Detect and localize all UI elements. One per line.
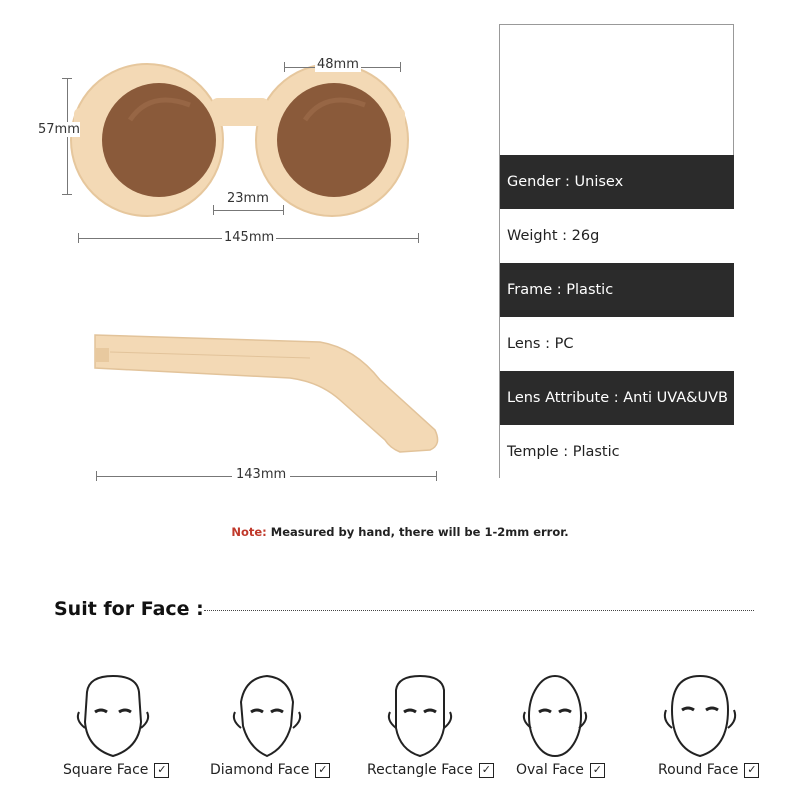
glasses-temple-image: [90, 330, 450, 460]
diamond-face-icon: [227, 672, 307, 760]
rectangle-face-icon: [380, 672, 460, 760]
frame-width-tick-left: [78, 233, 79, 243]
temple-length-tick-left: [96, 471, 97, 481]
spec-row-temple: Temple : Plastic: [500, 425, 734, 479]
face-label-round: [658, 762, 759, 778]
square-face-icon: [73, 672, 153, 760]
spec-row-lens-attribute: Lens Attribute : Anti UVA&UVB: [500, 371, 734, 425]
lens-width-tick-right: [400, 62, 401, 72]
lens-width-tick-left: [284, 62, 285, 72]
round-face-icon: [660, 672, 740, 760]
temple-length-label: 143mm: [232, 467, 290, 482]
lens-height-label: 57mm: [38, 122, 80, 137]
face-label-text: Square Face: [63, 762, 149, 778]
face-label-square: [63, 762, 169, 778]
spec-row-frame: Frame : Plastic: [500, 263, 734, 317]
note-label: Note:: [231, 525, 267, 539]
frame-width-tick-right: [418, 233, 419, 243]
note-text: Measured by hand, there will be 1-2mm error.: [266, 525, 569, 539]
spec-row-gender: Gender : Unisex: [500, 155, 734, 209]
spec-row-lens: Lens : PC: [500, 317, 734, 371]
checkbox-icon: ✓: [479, 763, 494, 778]
lens-height-tick-bottom: [62, 194, 72, 195]
face-label-rectangle: [367, 762, 494, 778]
measurement-note: [0, 525, 800, 539]
temple-length-tick-right: [436, 471, 437, 481]
lens-height-tick-top: [62, 78, 72, 79]
checkbox-icon: ✓: [590, 763, 605, 778]
dotted-divider: [204, 610, 754, 611]
oval-face-icon: [515, 672, 595, 760]
face-label-oval: [516, 762, 605, 778]
checkbox-icon: ✓: [315, 763, 330, 778]
face-label-text: Diamond Face: [210, 762, 310, 778]
face-label-text: Oval Face: [516, 762, 584, 778]
frame-width-label: 145mm: [224, 230, 275, 245]
face-label-text: Rectangle Face: [367, 762, 473, 778]
specs-panel: [499, 24, 734, 478]
glasses-front-image: [60, 50, 430, 250]
face-label-diamond: [210, 762, 330, 778]
spec-row-weight: Weight : 26g: [500, 209, 734, 263]
checkbox-icon: ✓: [744, 763, 759, 778]
bridge-line: [213, 210, 283, 211]
face-label-text: Round Face: [658, 762, 739, 778]
bridge-label: 23mm: [227, 191, 269, 206]
bridge-tick-left: [213, 205, 214, 215]
suit-for-face-title: Suit for Face :: [54, 598, 204, 620]
checkbox-icon: ✓: [154, 763, 169, 778]
lens-width-label: 48mm: [317, 57, 359, 72]
bridge-tick-right: [283, 205, 284, 215]
